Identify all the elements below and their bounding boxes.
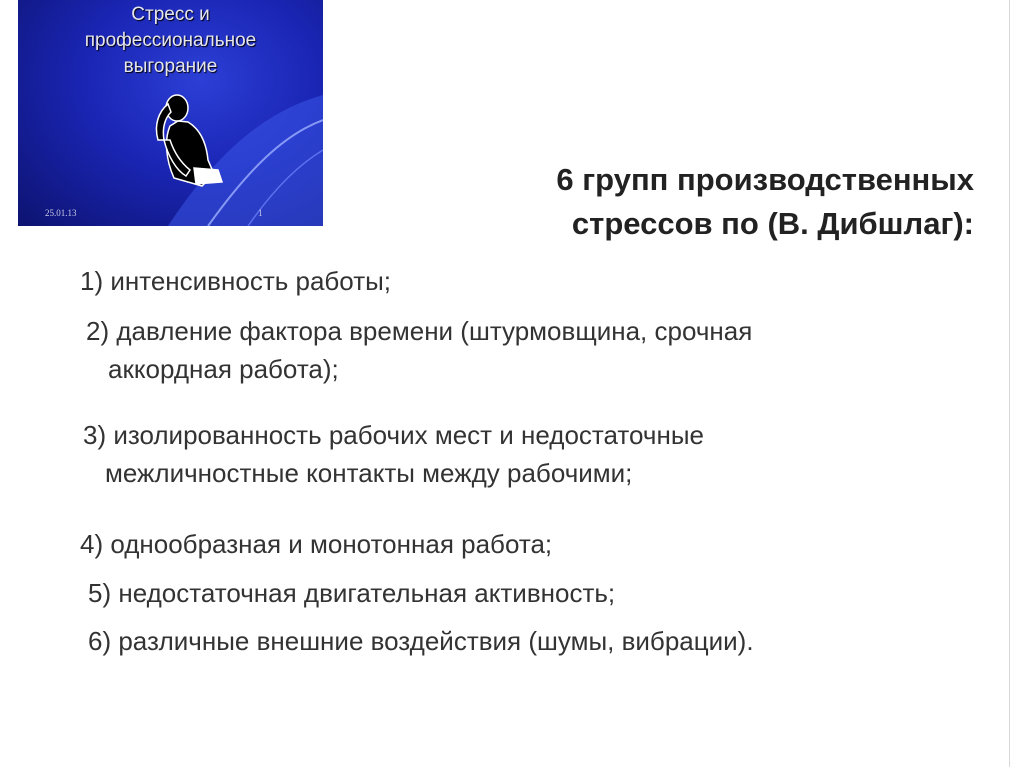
list-item-continuation: аккордная работа);: [108, 354, 339, 384]
list-item-text: 4) однообразная и монотонная работа;: [80, 529, 553, 559]
list-item-text: 5) недостаточная двигательная активность;: [88, 578, 616, 608]
list-item: [80, 525, 960, 563]
slide-thumbnail: [18, 0, 323, 226]
thumbnail-title-line: Стресс и: [131, 4, 210, 25]
thumbnail-date: 25.01.13: [45, 208, 77, 218]
list-item: [86, 312, 966, 388]
list-item-text: 1) интенсивность работы;: [80, 266, 392, 296]
stressed-person-icon: [18, 0, 323, 226]
thumbnail-slide-number: 1: [258, 208, 263, 218]
list-item-text: 2) давление фактора времени (штурмовщина, срочная: [86, 316, 753, 346]
list-item-text: 6) различные внешние воздействия (шумы, вибрации).: [88, 626, 754, 656]
list-item: [83, 416, 963, 492]
list-item-text: 3) изолированность рабочих мест и недостаточные: [83, 420, 704, 450]
page-edge: [1009, 0, 1010, 767]
list-item: [80, 262, 960, 300]
thumbnail-title-line: профессиональное: [84, 30, 257, 51]
list-item-continuation: межличностные контакты между рабочими;: [105, 458, 633, 488]
list-item: [88, 574, 968, 612]
heading-line: 6 групп производственных: [556, 162, 974, 197]
heading-line: стрессов по (В. Дибшлаг):: [571, 206, 974, 241]
list-item: [88, 622, 968, 660]
slide-heading: [354, 158, 974, 246]
thumbnail-title-line: выгорание: [123, 56, 218, 77]
